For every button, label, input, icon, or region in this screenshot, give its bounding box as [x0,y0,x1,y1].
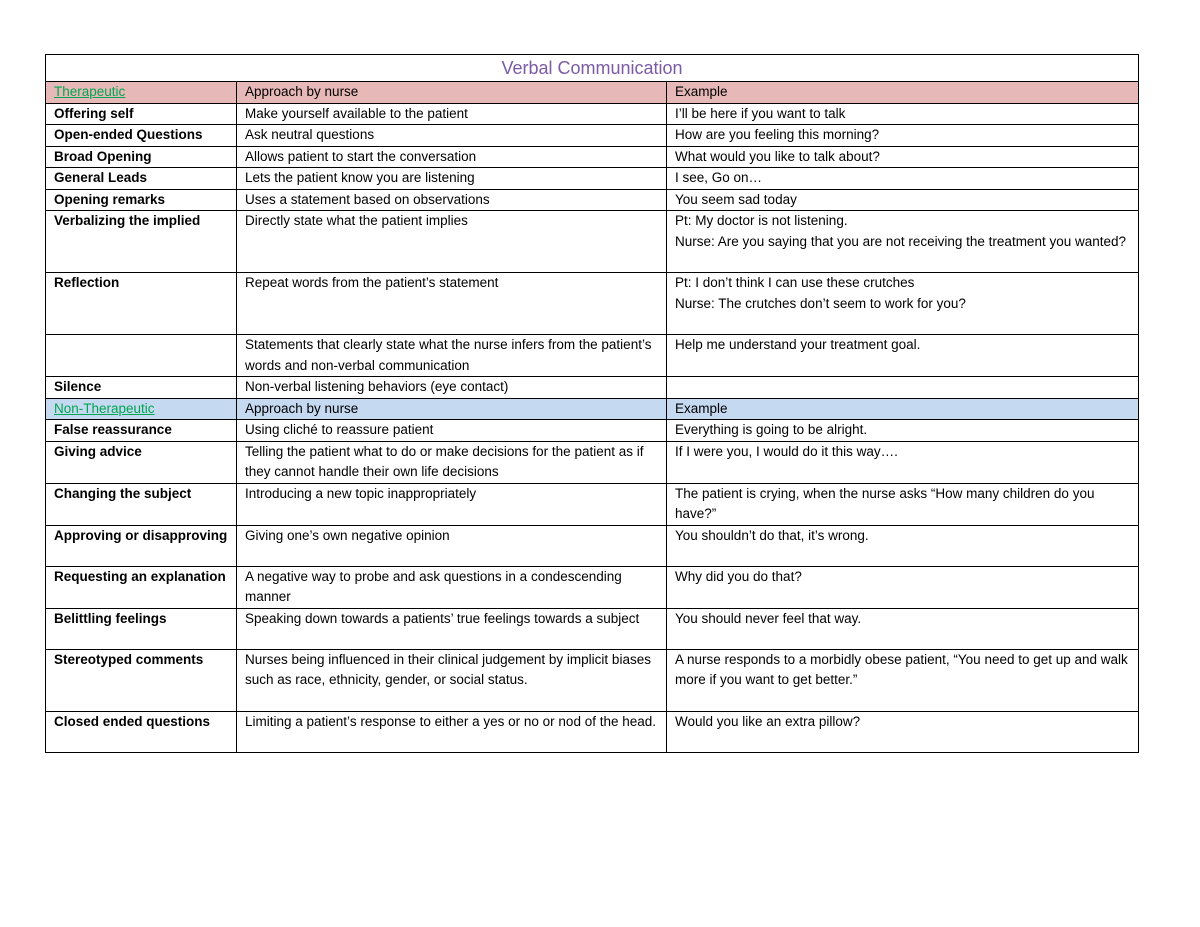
technique-cell: Silence [46,377,237,399]
example-cell: Everything is going to be alright. [667,420,1139,442]
approach-cell: Lets the patient know you are listening [237,168,667,190]
example-cell: Would you like an extra pillow? [667,711,1139,752]
table-row [46,211,1139,273]
example-cell: Help me understand your treatment goal. [667,335,1139,377]
example-cell: Pt: I don’t think I can use these crutches Nurse: The crutches don’t seem to work for you? [667,273,1139,335]
table-row [46,168,1139,190]
table-row [46,608,1139,649]
table-row [46,483,1139,525]
table-row [46,273,1139,335]
approach-cell: Using cliché to reassure patient [237,420,667,442]
approach-cell: Non-verbal listening behaviors (eye contact) [237,377,667,399]
table-row [46,711,1139,752]
example-cell: The patient is crying, when the nurse asks “How many children do you have?” [667,483,1139,525]
example-cell: You shouldn’t do that, it’s wrong. [667,525,1139,566]
example-cell: What would you like to talk about? [667,146,1139,168]
technique-cell: Closed ended questions [46,711,237,752]
table-row [46,189,1139,211]
approach-cell: Telling the patient what to do or make decisions for the patient as if they cannot handle their own life decisions [237,441,667,483]
technique-cell: Reflection [46,273,237,335]
table-row [46,525,1139,566]
example-cell: How are you feeling this morning? [667,125,1139,147]
therapeutic-approach-header: Approach by nurse [237,82,667,104]
technique-cell: Changing the subject [46,483,237,525]
approach-cell: Statements that clearly state what the nurse infers from the patient’s words and non-verbal communication [237,335,667,377]
example-cell [667,377,1139,399]
example-cell: You seem sad today [667,189,1139,211]
technique-cell: False reassurance [46,420,237,442]
approach-cell: Limiting a patient’s response to either a yes or no or nod of the head. [237,711,667,752]
therapeutic-section-label: Therapeutic [54,84,126,99]
example-cell: A nurse responds to a morbidly obese patient, “You need to get up and walk more if you want to get better.” [667,649,1139,711]
approach-cell: Ask neutral questions [237,125,667,147]
technique-cell: General Leads [46,168,237,190]
technique-cell: Approving or disapproving [46,525,237,566]
example-cell: Why did you do that? [667,566,1139,608]
technique-cell: Belittling feelings [46,608,237,649]
table-row [46,377,1139,399]
technique-cell: Open-ended Questions [46,125,237,147]
table-row [46,566,1139,608]
approach-cell: A negative way to probe and ask questions in a condescending manner [237,566,667,608]
example-cell: I see, Go on… [667,168,1139,190]
approach-cell: Introducing a new topic inappropriately [237,483,667,525]
non-therapeutic-section-label: Non-Therapeutic [54,400,155,416]
approach-cell: Giving one’s own negative opinion [237,525,667,566]
approach-cell: Uses a statement based on observations [237,189,667,211]
table-row [46,649,1139,711]
approach-cell: Make yourself available to the patient [237,103,667,125]
non-therapeutic-header-row [46,398,1139,420]
approach-cell: Allows patient to start the conversation [237,146,667,168]
example-cell: If I were you, I would do it this way…. [667,441,1139,483]
technique-cell: Verbalizing the implied [46,211,237,273]
technique-cell: Offering self [46,103,237,125]
approach-cell: Speaking down towards a patients’ true feelings towards a subject [237,608,667,649]
example-cell: I’ll be here if you want to talk [667,103,1139,125]
therapeutic-header-row [46,82,1139,104]
verbal-communication-table [45,54,1139,753]
technique-cell: Opening remarks [46,189,237,211]
approach-cell: Nurses being influenced in their clinical judgement by implicit biases such as race, ethnicity, gender, or social status. [237,649,667,711]
approach-cell: Repeat words from the patient’s statement [237,273,667,335]
technique-cell: Stereotyped comments [46,649,237,711]
example-cell: You should never feel that way. [667,608,1139,649]
therapeutic-example-header: Example [667,82,1139,104]
table-row [46,103,1139,125]
technique-cell [46,335,237,377]
non-therapeutic-approach-header: Approach by nurse [237,398,667,420]
technique-cell: Broad Opening [46,146,237,168]
communication-table-page [45,54,1138,753]
table-title: Verbal Communication [46,55,1139,82]
table-row [46,420,1139,442]
table-row [46,146,1139,168]
title-row [46,55,1139,82]
technique-cell: Requesting an explanation [46,566,237,608]
table-row [46,441,1139,483]
example-cell: Pt: My doctor is not listening. Nurse: Are you saying that you are not receiving the treatment you wanted? [667,211,1139,273]
technique-cell: Giving advice [46,441,237,483]
table-row [46,125,1139,147]
non-therapeutic-example-header: Example [667,398,1139,420]
table-row [46,335,1139,377]
approach-cell: Directly state what the patient implies [237,211,667,273]
